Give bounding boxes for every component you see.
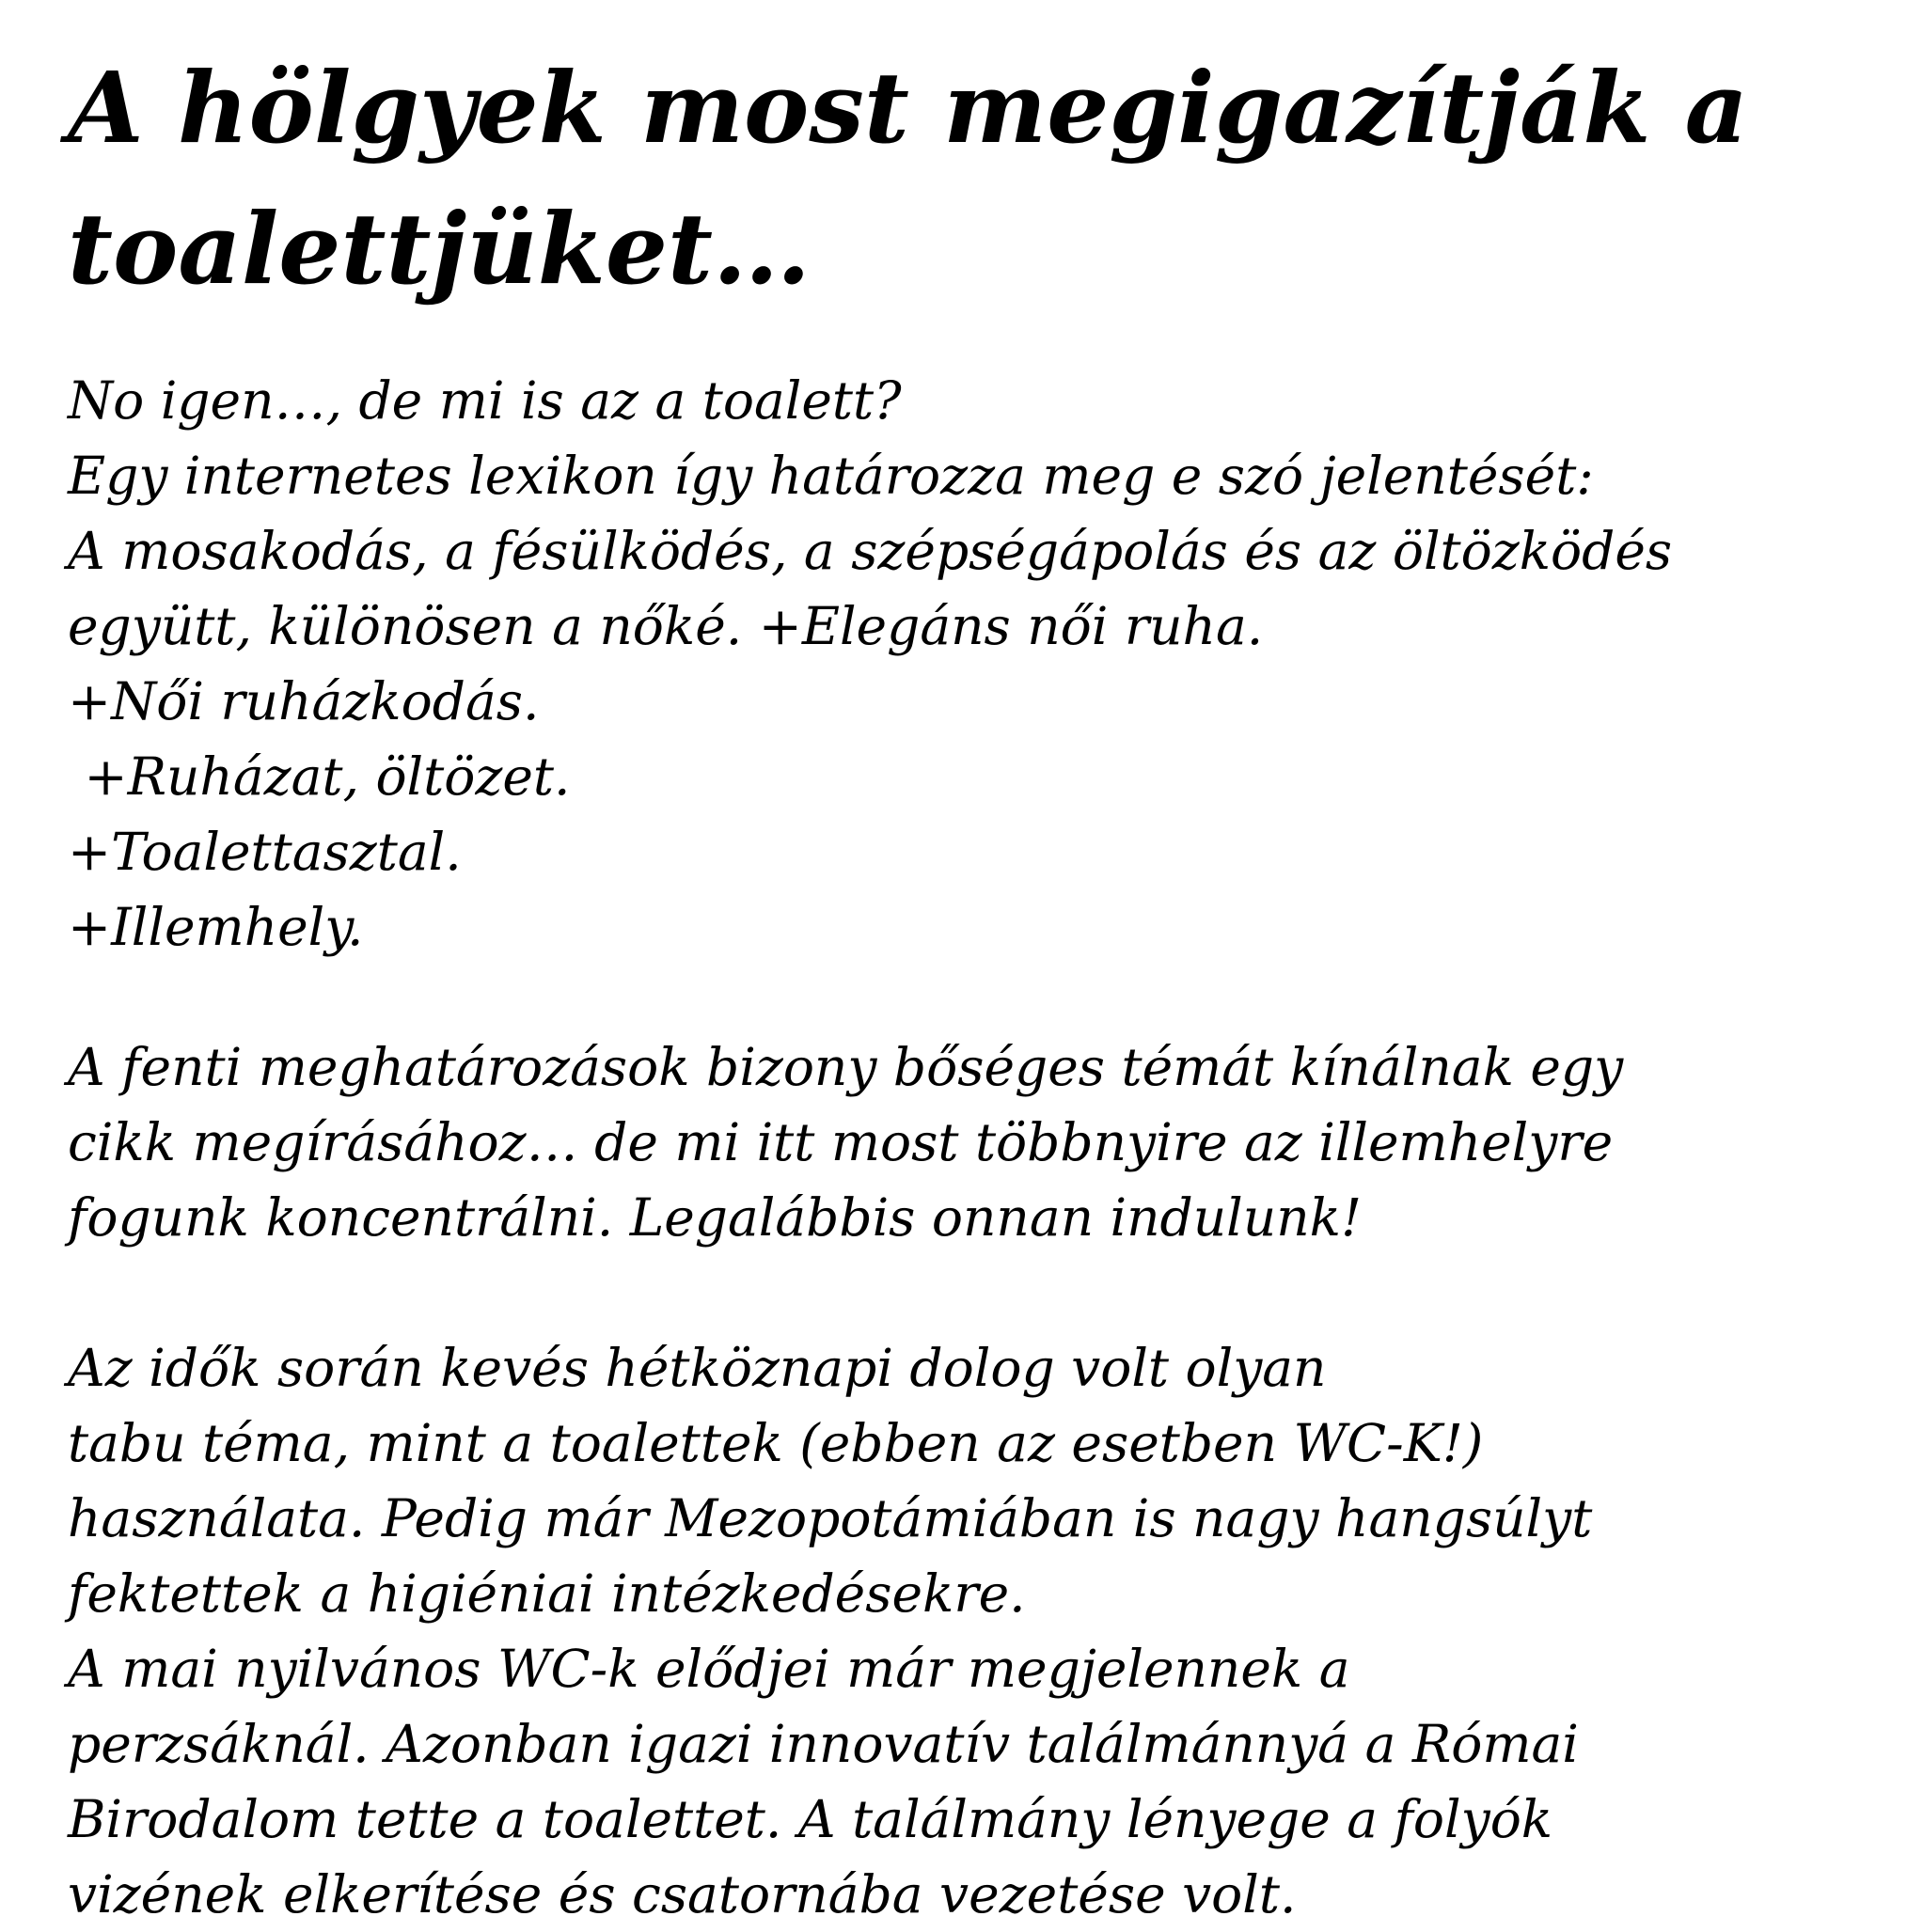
text-line: +Női ruházkodás.: [68, 671, 540, 731]
text-line: fektettek a higiéniai intézkedésekre.: [68, 1563, 1026, 1624]
text-line: perzsáknál. Azonban igazi innovatív találmánnyá a Római: [68, 1714, 1579, 1774]
text-line: +Toalettasztal.: [68, 822, 462, 882]
text-line: +Ruházat, öltözet.: [68, 746, 571, 807]
text-line: fogunk koncentrálni. Legalábbis onnan indulunk!: [68, 1187, 1363, 1248]
text-line: használata. Pedig már Mezopotámiában is nagy hangsúlyt: [68, 1488, 1593, 1548]
document-page: [68, 38, 1854, 1924]
text-line: vizének elkerítése és csatornába vezetése volt.: [68, 1864, 1297, 1924]
intro-paragraph: [68, 1029, 1854, 1255]
document-title: [68, 38, 1854, 320]
definition-paragraph: [68, 363, 1854, 965]
text-line: A fenti meghatározások bizony bőséges témát kínálnak egy: [68, 1037, 1624, 1097]
text-line: cikk megírásához… de mi itt most többnyire az illemhelyre: [68, 1112, 1614, 1172]
title-line-1: A hölgyek most megigazítják a: [68, 50, 1748, 165]
text-line: A mosakodás, a fésülködés, a szépségápolás és az öltözködés: [68, 521, 1673, 581]
text-line: No igen…, de mi is az a toalett?: [68, 370, 902, 431]
text-line: Birodalom tette a toalettet. A találmány lényege a folyók: [68, 1789, 1553, 1849]
text-line: Egy internetes lexikon így határozza meg e szó jelentését:: [68, 446, 1594, 506]
text-line: együtt, különösen a nőké. +Elegáns női ruha.: [68, 596, 1264, 656]
text-line: tabu téma, mint a toalettek (ebben az esetben WC-K!): [68, 1413, 1484, 1473]
text-line: Az idők során kevés hétköznapi dolog volt olyan: [68, 1338, 1327, 1398]
title-line-2: toalettjüket…: [68, 191, 812, 306]
text-line: +Illemhely.: [68, 897, 364, 957]
text-line: A mai nyilvános WC-k elődjei már megjelennek a: [68, 1639, 1350, 1699]
history-paragraph: [68, 1330, 1854, 1932]
